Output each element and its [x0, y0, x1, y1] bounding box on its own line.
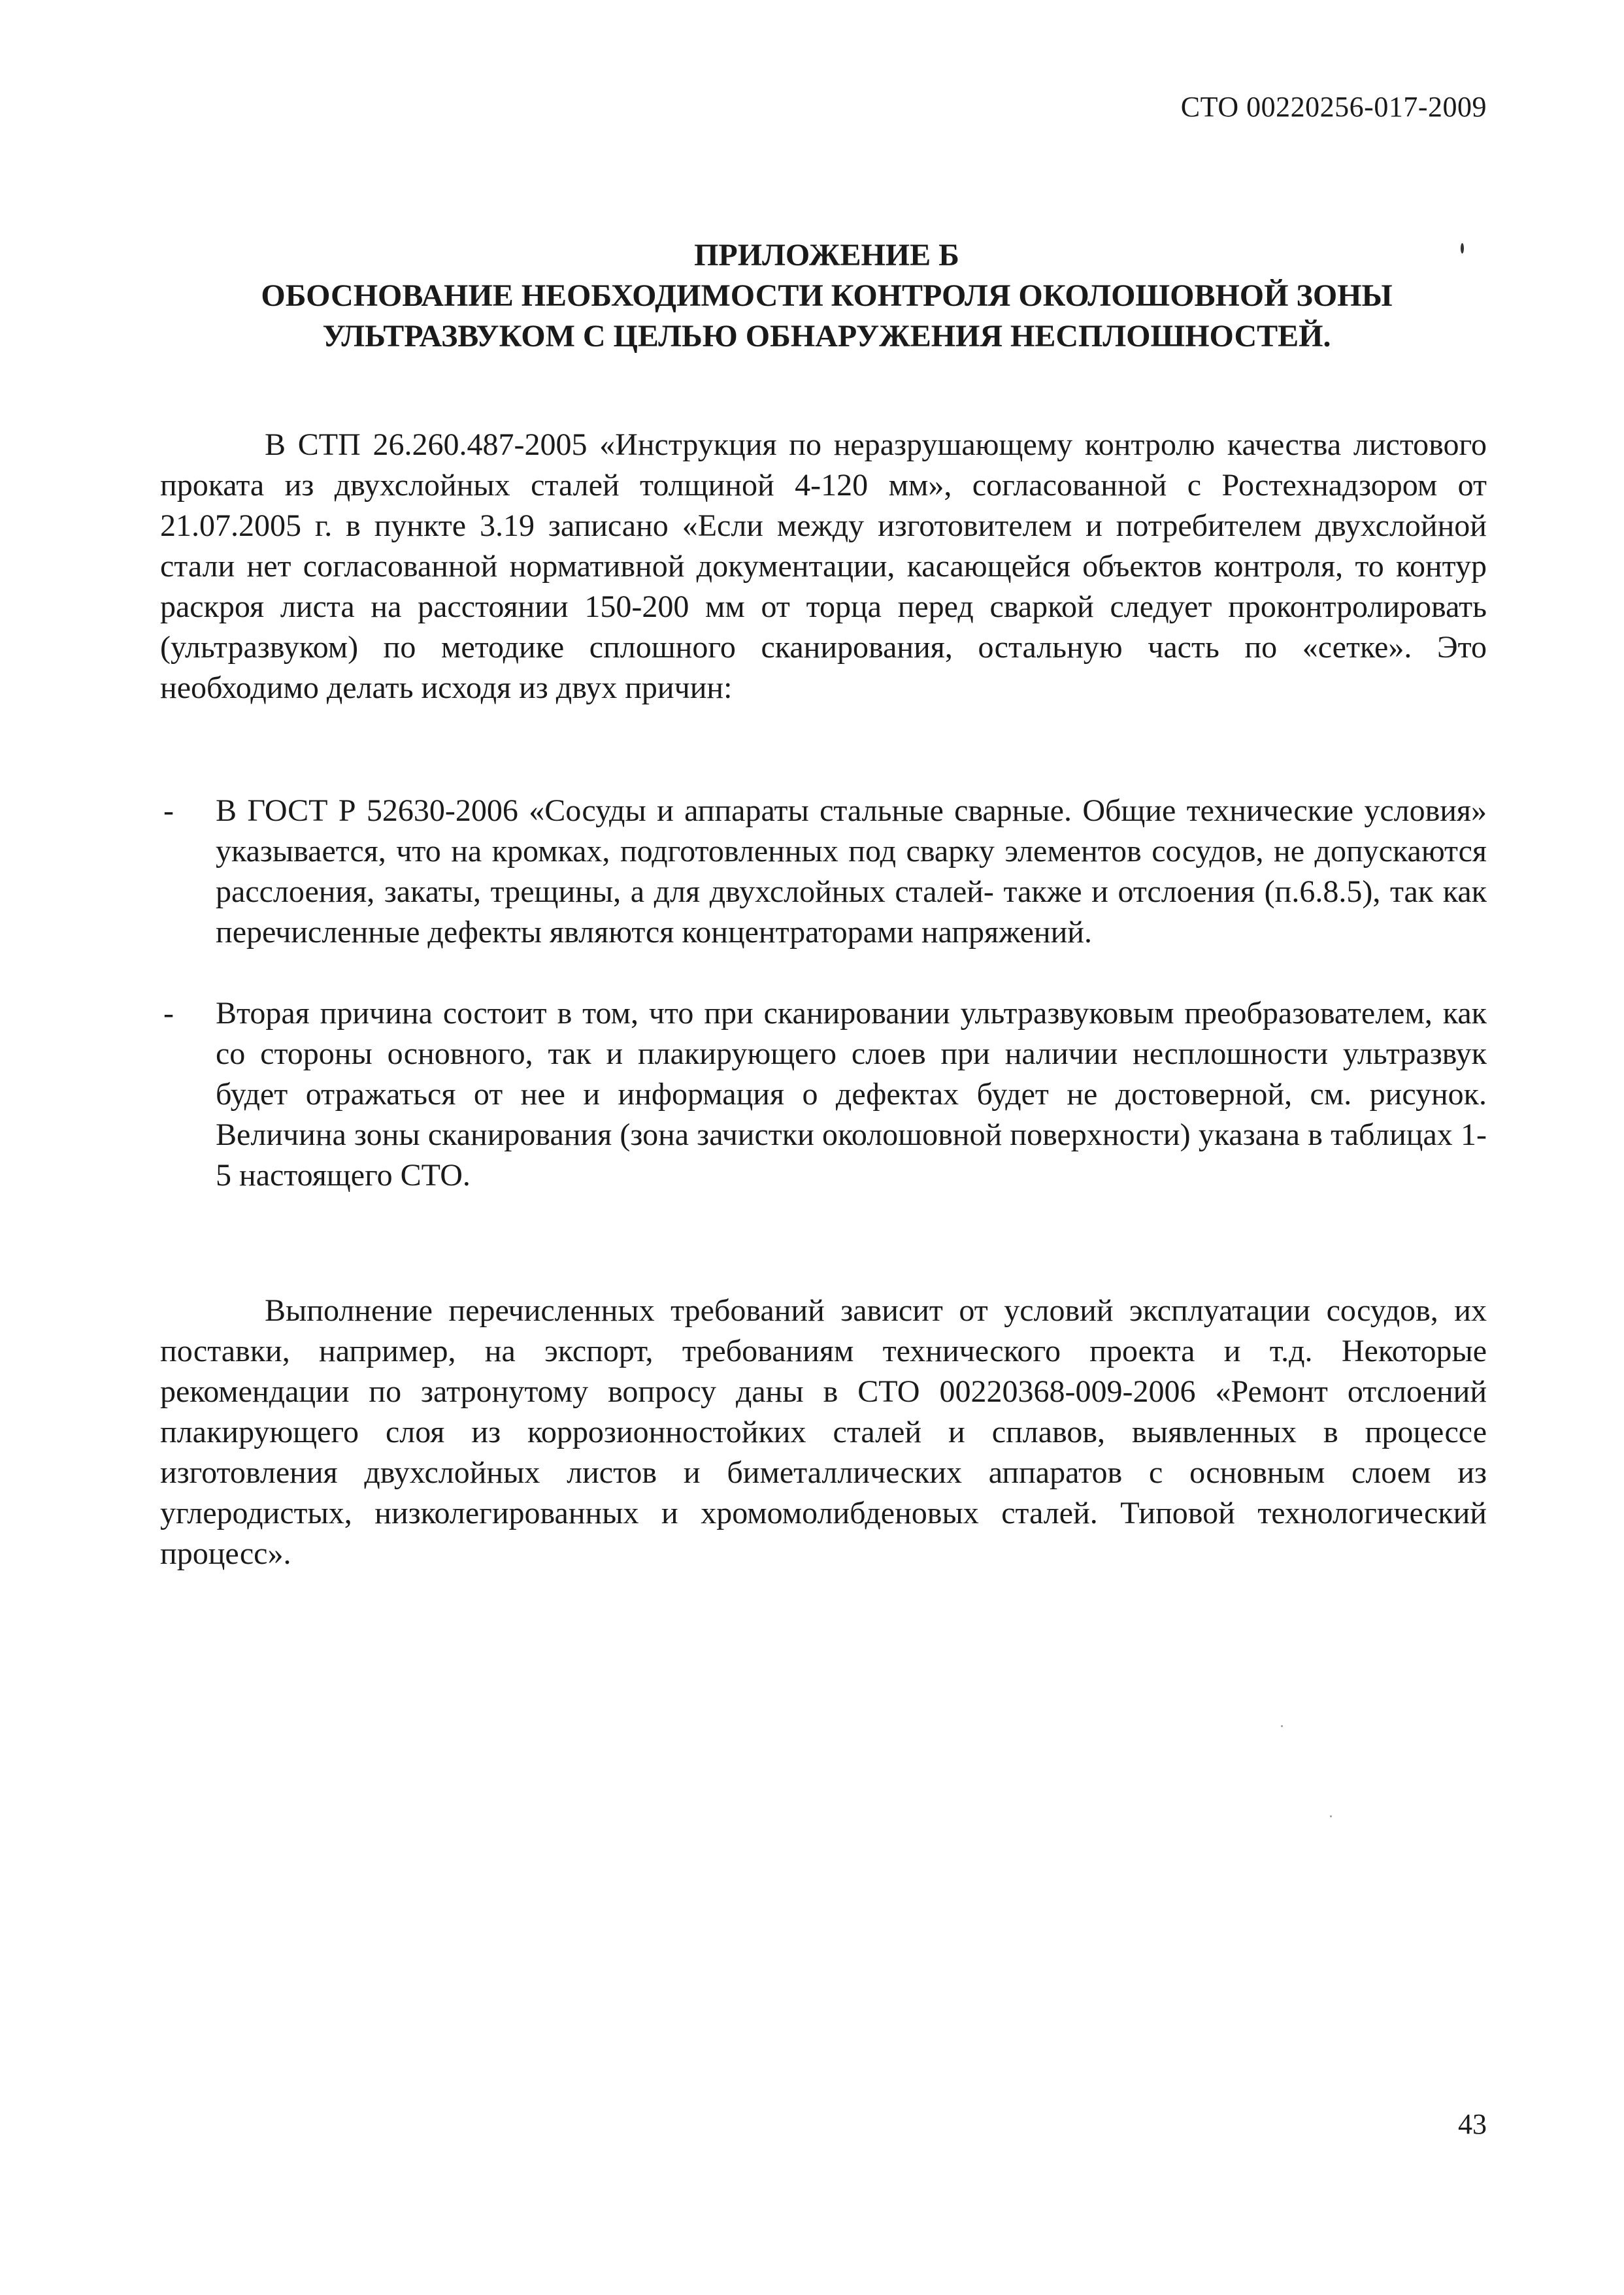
scan-speck	[1461, 243, 1464, 254]
intro-paragraph: В СТП 26.260.487-2005 «Инструкция по неразрушающему контролю качества листового проката из двухслойных сталей толщиной 4-120 мм», согласованной с Ростехнадзором от 21.07.2005 г. в пункте 3.19 записано «Если между изготовителем и потребителем двухслойной стали нет согласованной нормативной документации, касающейся объектов контроля, то контур раскроя листа на расстоянии 150-200 мм от торца перед сваркой следует проконтролировать (ультразвуком) по методике сплошного сканирования, остальную часть по «сетке». Это необходимо делать исходя из двух причин:	[160, 427, 1487, 705]
reasons-list	[160, 791, 1487, 1236]
list-item-text: В ГОСТ Р 52630-2006 «Сосуды и аппараты стальные сварные. Общие технические условия» указывается, что на кромках, подготовленных под сварку элементов сосудов, не допускаются расслоения, закаты, трещины, а для двухслойных сталей- также и отслоения (п.6.8.5), так как перечисленные дефекты являются концентраторами напряжений.	[216, 793, 1487, 949]
list-item	[160, 993, 1487, 1196]
list-item-text: Вторая причина состоит в том, что при сканировании ультразвуковым преобразователем, как со стороны основного, так и плакирующего слоев при наличии несплошности ультразвук будет отражаться от нее и информация о дефектах будет не достоверной, см. рисунок. Величина зоны сканирования (зона зачистки околошовной поверхности) указана в таблицах 1-5 настоящего СТО.	[216, 996, 1487, 1193]
list-bullet-marker: -	[163, 793, 174, 828]
appendix-heading	[196, 235, 1457, 357]
appendix-subtitle-line-2: УЛЬТРАЗВУКОМ С ЦЕЛЬЮ ОБНАРУЖЕНИЯ НЕСПЛОШНОСТЕЙ.	[322, 319, 1331, 354]
intro-paragraph-block	[160, 425, 1487, 708]
list-item	[160, 791, 1487, 953]
list-bullet-marker: -	[163, 996, 174, 1031]
conclusion-paragraph-block	[160, 1291, 1487, 1574]
scan-speck	[1330, 1815, 1332, 1817]
document-code: СТО 00220256-017-2009	[1180, 91, 1487, 123]
page-number: 43	[1458, 2108, 1487, 2140]
scan-speck	[1281, 1725, 1283, 1727]
conclusion-paragraph: Выполнение перечисленных требований зависит от условий эксплуатации сосудов, их поставки, например, на экспорт, требованиям технического проекта и т.д. Некоторые рекомендации по затронутому вопросу даны в СТО 00220368-009-2006 «Ремонт отслоений плакирующего слоя из коррозионностойких сталей и сплавов, выявленных в процессе изготовления двухслойных листов и биметаллических аппаратов с основным слоем из углеродистых, низколегированных и хромомолибденовых сталей. Типовой технологический процесс».	[160, 1293, 1487, 1571]
appendix-subtitle-line-1: ОБОСНОВАНИЕ НЕОБХОДИМОСТИ КОНТРОЛЯ ОКОЛОШОВНОЙ ЗОНЫ	[261, 278, 1393, 313]
appendix-title: ПРИЛОЖЕНИЕ Б	[694, 238, 959, 272]
